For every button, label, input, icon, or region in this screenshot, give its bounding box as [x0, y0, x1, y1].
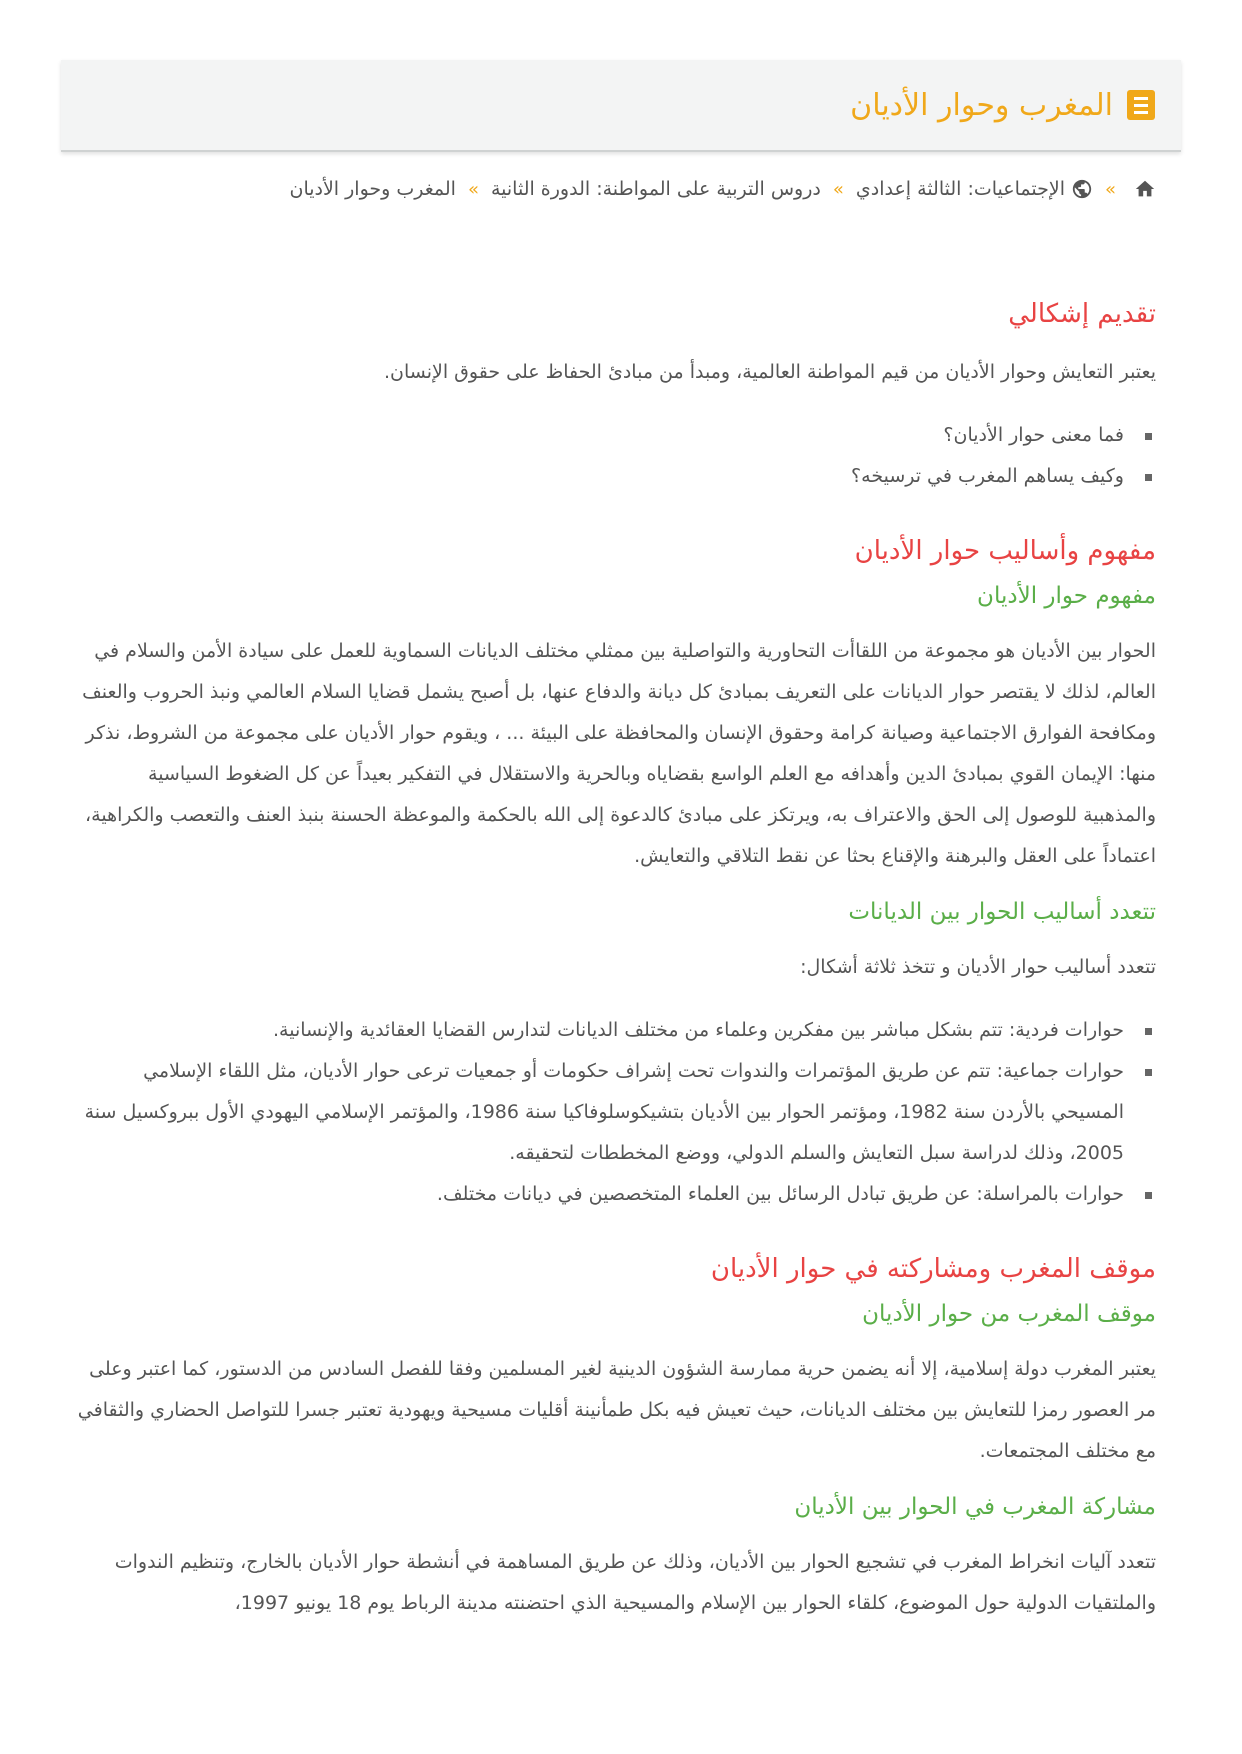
list-item: فما معنى حوار الأديان؟ — [76, 415, 1156, 456]
list-item: حوارات فردية: تتم بشكل مباشر بين مفكرين وعلماء من مختلف الديانات لتدارس القضايا العقائدية والإنسانية. — [76, 1010, 1156, 1051]
breadcrumb-separator: » — [1104, 178, 1116, 200]
methods-intro-paragraph: تتعدد أساليب حوار الأديان و تتخذ ثلاثة أشكال: — [800, 956, 1156, 978]
intro-questions-list — [76, 415, 1156, 497]
breadcrumb — [289, 178, 1156, 200]
section-heading-concept: مفهوم وأساليب حوار الأديان — [854, 536, 1156, 566]
list-item: حوارات جماعية: تتم عن طريق المؤتمرات والندوات تحت إشراف حكومات أو جمعيات ترعى حوار الأديان، مثل اللقاء الإسلامي المسيحي بالأردن سنة 1982، ومؤتمر الحوار بين الأديان بتشيكوسلوفاكيا سنة 1986، والمؤتمر الإسلامي اليهودي الأول ببروكسيل سنة 2005، وذلك لدراسة سبل التعايش والسلم الدولي، ووضع المخططات لتحقيقه. — [76, 1051, 1156, 1174]
subheading-concept-definition: مفهوم حوار الأديان — [977, 583, 1156, 609]
morocco-participation-paragraph: تتعدد آليات انخراط المغرب في تشجيع الحوار بين الأديان، وذلك عن طريق المساهمة في أنشطة حوار الأديان بالخارج، وتنظيم الندوات والملتقيات الدولية حول الموضوع، كلقاء الحوار بين الإسلام والمسيحية الذي احتضنته مدينة الرباط يوم 18 يونيو 1997، — [114, 1551, 1156, 1614]
breadcrumb-item-section[interactable]: دروس التربية على المواطنة: الدورة الثانية — [490, 178, 821, 200]
breadcrumb-separator: » — [467, 178, 479, 200]
section-heading-morocco: موقف المغرب ومشاركته في حوار الأديان — [710, 1254, 1156, 1284]
concept-paragraph: الحوار بين الأديان هو مجموعة من اللقاأت التحاورية والتواصلية بين ممثلي مختلف الديانات السماوية للعمل على سيادة الأمن والسلام في العالم، لذلك لا يقتصر حوار الديانات على التعريف بمبادئ كل ديانة والدفاع عنها، بل أصبح يشمل قضايا السلام العالمي ونبذ الحروب والعنف ومكافحة الفوارق الاجتماعية وصيانة كرامة وحقوق الإنسان والمحافظة على البيئة ... ، ويقوم حوار الأديان على مجموعة من الشروط، نذكر منها: الإيمان القوي بمبادئ الدين وأهدافه مع العلم الواسع بقضاياه وبالحرية والاستقلال في التفكير بعيداً عن كل الضغوط السياسية والمذهبية للوصول إلى الحق والاعتراف به، ويرتكز على مبادئ كالدعوة إلى الله بالحكمة والموعظة الحسنة بنبذ العنف والتعصب والكراهية، اعتماداً على العقل والبرهنة والإقناع بحثا عن نقط التلاقي والتعايش. — [82, 640, 1156, 867]
subheading-dialogue-methods: تتعدد أساليب الحوار بين الديانات — [848, 899, 1156, 925]
page-title: المغرب وحوار الأديان — [850, 87, 1113, 123]
subheading-morocco-participation: مشاركة المغرب في الحوار بين الأديان — [794, 1494, 1156, 1520]
intro-paragraph: يعتبر التعايش وحوار الأديان من قيم المواطنة العالمية، ومبدأ من مبادئ الحفاظ على حقوق الإنسان. — [384, 361, 1156, 383]
list-item: حوارات بالمراسلة: عن طريق تبادل الرسائل بين العلماء المتخصصين في ديانات مختلف. — [76, 1174, 1156, 1215]
page-header — [61, 60, 1181, 152]
list-item: وكيف يساهم المغرب في ترسيخه؟ — [76, 456, 1156, 497]
globe-icon — [1071, 178, 1093, 200]
dialogue-forms-list — [76, 1010, 1156, 1215]
article-body — [76, 290, 1156, 1624]
subheading-morocco-position: موقف المغرب من حوار الأديان — [862, 1301, 1156, 1327]
breadcrumb-item-current: المغرب وحوار الأديان — [289, 178, 456, 200]
document-icon — [1127, 90, 1155, 120]
home-icon[interactable] — [1134, 178, 1156, 200]
breadcrumb-separator: » — [832, 178, 844, 200]
breadcrumb-item-category[interactable]: الإجتماعيات: الثالثة إعدادي — [855, 178, 1065, 200]
section-heading-intro: تقديم إشكالي — [1008, 299, 1156, 329]
morocco-position-paragraph: يعتبر المغرب دولة إسلامية، إلا أنه يضمن حرية ممارسة الشؤون الدينية لغير المسلمين وفقا للفصل السادس من الدستور، كما اعتبر وعلى مر العصور رمزا للتعايش بين مختلف الديانات، حيث تعيش فيه بكل طمأنينة أقليات مسيحية ويهودية تعتبر جسرا للتواصل الحضاري والثقافي مع مختلف المجتمعات. — [77, 1358, 1156, 1462]
